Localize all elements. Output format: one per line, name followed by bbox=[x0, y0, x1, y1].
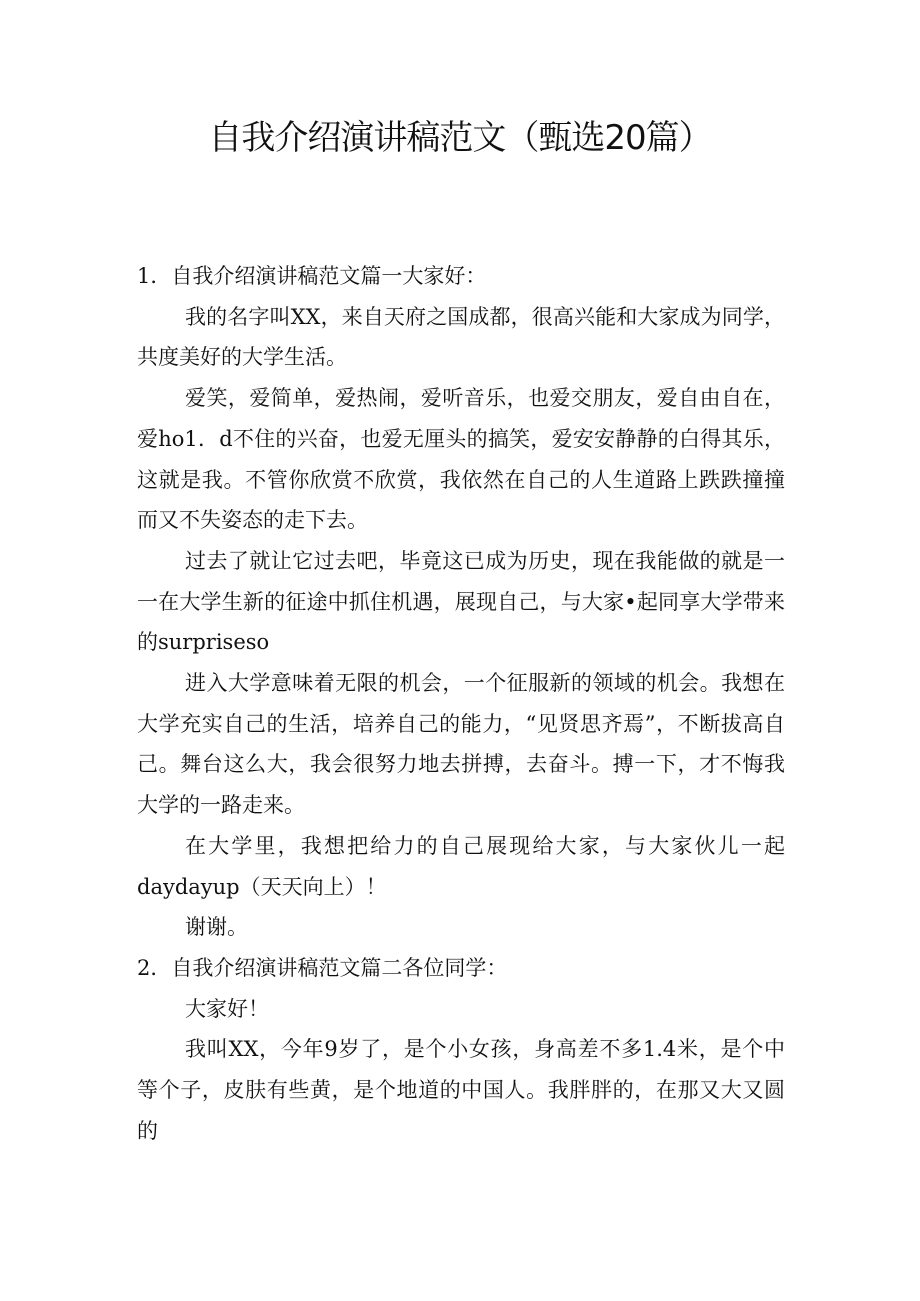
paragraph: 谢谢。 bbox=[185, 915, 248, 940]
paragraph: 在大学里，我想把给力的自己展现给大家，与大家伙儿一起daydayup（天天向上）！ bbox=[137, 833, 785, 899]
paragraph: 进入大学意味着无限的机会，一个征服新的领域的机会。我想在大学充实自己的生活，培养自己的能力，“见贤思齐焉”，不断拔高自己。舞台这么大，我会很努力地去拼搏，去奋斗。搏一下，才不悔我大学的一路走来。 bbox=[137, 671, 785, 818]
section-heading-2: 2．自我介绍演讲稿范文篇二各位同学： bbox=[137, 955, 508, 980]
paragraph: 爱笑，爱简单，爱热闹，爱听音乐，也爱交朋友，爱自由自在，爱ho1．d不住的兴奋，也爱无厘头的搞笑，爱安安静静的白得其乐，这就是我。不管你欣赏不欣赏，我依然在自己的人生道路上跌跌撞撞而又不失姿态的走下去。 bbox=[137, 386, 785, 533]
paragraph: 我叫XX，今年9岁了，是个小女孩，身高差不多1.4米，是个中等个子，皮肤有些黄，是个地道的中国人。我胖胖的，在那又大又圆的 bbox=[137, 1037, 785, 1143]
paragraph: 过去了就让它过去吧，毕竟这已成为历史，现在我能做的就是一一在大学生新的征途中抓住机遇，展现自己，与大家•起同享大学带来的surpriseso bbox=[137, 548, 785, 655]
paragraph: 我的名字叫XX，来自天府之国成都，很高兴能和大家成为同学，共度美好的大学生活。 bbox=[137, 304, 785, 370]
document-title: 自我介绍演讲稿范文（甄选20篇） bbox=[208, 118, 712, 158]
paragraph: 大家好！ bbox=[185, 996, 269, 1021]
document-body bbox=[137, 256, 785, 1151]
section-heading-1: 1．自我介绍演讲稿范文篇一大家好： bbox=[137, 264, 487, 288]
